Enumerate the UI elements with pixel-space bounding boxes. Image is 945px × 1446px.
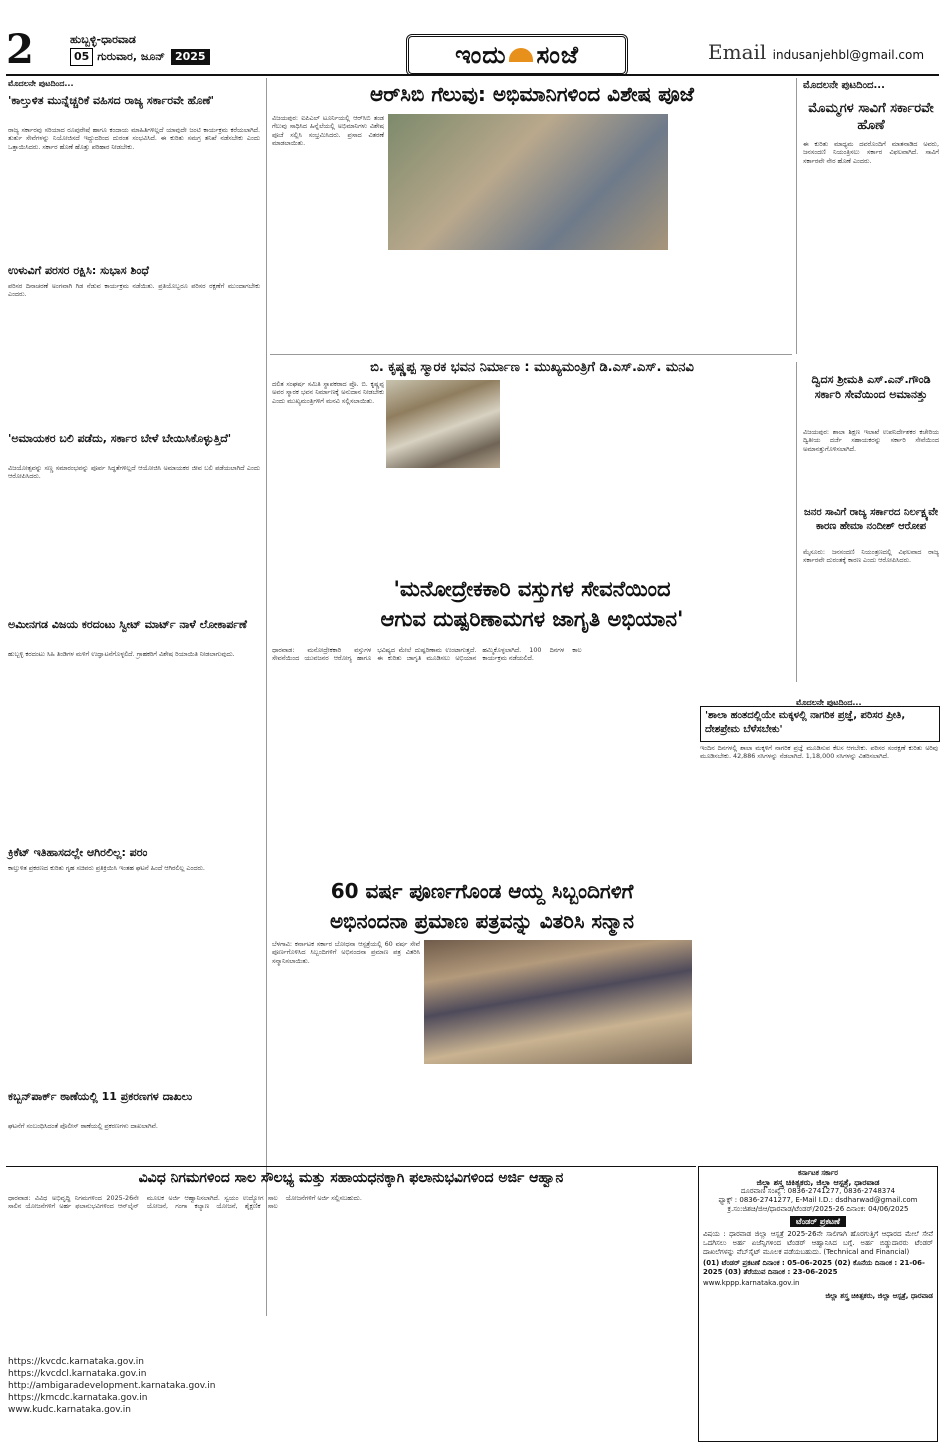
right-s1-body: ಈ ಕುರಿತು ಮಾಧ್ಯಮ ದವರೊಂದಿಗೆ ಮಾತನಾಡಿದ ಅವರು, ಜನಸಂದಣಿ ನಿಯಂತ್ರಿಸಲು ಸರ್ಕಾರ ವಿಫಲವಾಗಿದೆ. ಸಾವಿಗೆ ಸರ್ಕಾರವೇ ನೇರ ಹೊಣೆ ಎಂದರು. bbox=[803, 140, 939, 165]
left-s6-headline: ಕಬ್ಬನ್‌ಪಾರ್ಕ್ ಠಾಣೆಯಲ್ಲಿ 11 ಪ್ರಕರಣಗಳ ದಾಖಲು bbox=[8, 1090, 193, 1103]
left-s6-body: ಘಟನೆಗೆ ಸಂಬಂಧಿಸಿದಂತೆ ಪೊಲೀಸ್ ಠಾಣೆಯಲ್ಲಿ ಪ್ರಕರಣಗಳು ದಾಖಲಾಗಿವೆ. bbox=[8, 1122, 158, 1130]
right-top-column bbox=[796, 78, 943, 354]
ad-phone: ದೂರವಾಣಿ ಸಂಖ್ಯೆ : 0836-2741277, 0836-2748374 bbox=[740, 1187, 896, 1195]
left-s3-body: ವಿಜಯೋತ್ಸವನ್ನು ಸಣ್ಣ ಸಮಾರಂಭವನ್ನು ಪೂರ್ವ ಸಿದ್ಧತೆಗಳಿಲ್ಲದೆ ಆಯೋಜಿಸಿ ಅಮಾಯಕರ ಜೀವ ಬಲಿ ಪಡೆಯಲಾಗಿದೆ ಎಂದು ಆರೋಪಿಸಿದರು. bbox=[8, 464, 260, 481]
ad-ref: ಕ್ರ.ಸಂ:ಜಿಶಚಿ/ಜಿಆ/ಧಾರವಾಡ/ಟೆಂಡರ್/2025-26 ದಿನಾಂಕ: 04/06/2025 bbox=[727, 1205, 909, 1213]
retire-story-headline bbox=[272, 876, 692, 936]
continued-label-right: ಮೊದಲನೇ ಪುಟದಿಂದ... bbox=[803, 80, 885, 91]
left-column bbox=[6, 78, 267, 1316]
left-s3-headline: 'ಅಮಾಯಕರ ಬಲಿ ಪಡೆದು, ಸರ್ಕಾರ ಬೇಳೆ ಬೇಯಿಸಿಕೊಳ್ಳುತ್ತಿದೆ' bbox=[8, 432, 232, 445]
email-block bbox=[708, 40, 924, 64]
tender-ad bbox=[698, 1166, 938, 1442]
left-s1-headline: 'ಕಾಲ್ತುಳಿತ ಮುನ್ನೆಚ್ಚರಿಕೆ ವಹಿಸದ ರಾಜ್ಯ ಸರ್ಕಾರವೇ ಹೊಣೆ' bbox=[8, 94, 215, 107]
left-s5-headline: ಕ್ರಿಕೆಟ್ ಇತಿಹಾಸದಲ್ಲೇ ಆಗಿರಲಿಲ್ಲ: ಪರಂ bbox=[8, 846, 148, 859]
paper-logo bbox=[406, 34, 628, 76]
right-s2-body: ವಿಜಯಪುರ: ಶಾಲಾ ಶಿಕ್ಷಣ ಇಲಾಖೆ ಉಪನಿರ್ದೇಶಕರ ಕಚೇರಿಯ ದ್ವಿತೀಯ ದರ್ಜೆ ಸಹಾಯಕರನ್ನು ಸರ್ಕಾರಿ ಸೇವೆಯಿಂದ ಅಮಾನತ್ತುಗೊಳಿಸಲಾಗಿದೆ. bbox=[803, 428, 939, 453]
email-label: Email bbox=[708, 40, 767, 64]
ad-title: ಟೆಂಡರ್ ಪ್ರಕಟಣೆ bbox=[790, 1216, 846, 1227]
right-s4-headline: 'ಶಾಲಾ ಹಂತದಲ್ಲಿಯೇ ಮಕ್ಕಳಲ್ಲಿ ನಾಗರಿಕ ಪ್ರಜ್ಞೆ, ಪರಿಸರ ಪ್ರೀತಿ, ದೇಶಪ್ರೇಮ ಬೆಳೆಸಬೇಕು' bbox=[705, 710, 906, 735]
retire-ceremony-photo bbox=[424, 940, 692, 1064]
right-s4-headline-box bbox=[700, 706, 940, 742]
left-s5-body: ಕಾಲ್ತುಳಿತ ಪ್ರಕರಣದ ಕುರಿತು ಗೃಹ ಸಚಿವರು ಪ್ರತಿಕ್ರಿಯಿಸಿ ಇಂತಹ ಘಟನೆ ಹಿಂದೆ ಆಗಿರಲಿಲ್ಲ ಎಂದರು. bbox=[8, 864, 205, 872]
left-s4-body: ಹುಬ್ಬಳ್ಳಿ ಕರದಂಟು ಸಿಹಿ ತಿಂಡಿಗಳ ಮಳಿಗೆ ಉದ್ಘಾಟನೆಗೊಳ್ಳಲಿದೆ. ಗ್ರಾಹಕರಿಗೆ ವಿಶೇಷ ರಿಯಾಯಿತಿ ನೀಡಲಾಗುವುದು. bbox=[8, 650, 235, 658]
right-s3-body: ಮೈಸೂರು: ಜನಸಂದಣಿ ನಿಯಂತ್ರಣದಲ್ಲಿ ವಿಫಲವಾದ ರಾಜ್ಯ ಸರ್ಕಾರವೇ ದುರಂತಕ್ಕೆ ಕಾರಣ ಎಂದು ಆರೋಪಿಸಿದರು. bbox=[803, 548, 939, 565]
right-s3-headline: ಜನರ ಸಾವಿಗೆ ರಾಜ್ಯ ಸರ್ಕಾರದ ನಿರ್ಲಕ್ಷ್ಯವೇ ಕಾರಣ ಹೇಮಾ ನಂದೀಶ್ ಆರೋಪ bbox=[804, 507, 938, 532]
top-story-body: ವಿಜಯಪುರ: ಐಪಿಎಲ್ ಟೂರ್ನಿಯಲ್ಲಿ ಆರ್‌ಸಿಬಿ ತಂಡ ಗೆಲುವು ಸಾಧಿಸಿದ ಹಿನ್ನೆಲೆಯಲ್ಲಿ ಅಭಿಮಾನಿಗಳು ವಿಶೇಷ ಪೂಜೆ ಸಲ್ಲಿಸಿ ಸಂಭ್ರಮಿಸಿದರು. ಪ್ರಸಾದ ವಿತರಣೆ ಮಾಡಲಾಯಿತು. bbox=[272, 114, 384, 148]
date-day: 05 bbox=[70, 48, 93, 66]
edition-name: ಹುಬ್ಬಳ್ಳಿ-ಧಾರವಾಡ bbox=[70, 33, 136, 46]
page-number: 2 bbox=[6, 26, 34, 73]
continued-label-right-2: ಮೊದಲನೇ ಪುಟದಿಂದ... bbox=[796, 698, 862, 707]
left-s1-body: ರಾಜ್ಯ ಸರ್ಕಾರವು ಸರಿಯಾದ ರೂಪುರೇಷೆ ಹಾಗೂ ಕಂದಾಯ ಮಾಹಿತಿಗಳಿಲ್ಲದೆ ಯಾವುದೇ ಜಂಟಿ ಕಾರ್ಯಕ್ರಮ ಕರೆಯಲಾಗಿದೆ. ತುರ್ತು ಸೇವೆಗಳನ್ನು ನಿಯೋಜಿಸದೆ ಇದ್ದುದರಿಂದ ದುರಂತ ಸಂಭವಿಸಿದೆ. ಈ ಕುರಿತು ಸಮಗ್ರ ತನಿಖೆ ನಡೆಸಬೇಕು ಎಂದು ಒತ್ತಾಯಿಸಿದರು. ಸರ್ಕಾರ ಹೊಣೆ ಹೊತ್ತು ಪರಿಹಾರ ನೀಡಬೇಕು. bbox=[8, 126, 260, 151]
logo-right: ಸಂಜೆ bbox=[536, 41, 579, 69]
right-s4-body: ಇಂದಿನ ದಿನಗಳಲ್ಲಿ ಶಾಲಾ ಮಕ್ಕಳಿಗೆ ನಾಗರಿಕ ಪ್ರಜ್ಞೆ ಮೂಡಿಸುವ ಕೆಲಸ ಆಗಬೇಕು. ಪರಿಸರ ಸಂರಕ್ಷಣೆ ಕುರಿತು ಅರಿವು ಮೂಡಿಸಬೇಕು. 42,886 ಸಸಿಗಳನ್ನು ನೆಡಲಾಗಿದೆ. 1,18,000 ಸಸಿಗಳನ್ನು ವಿತರಿಸಲಾಗಿದೆ. bbox=[700, 744, 938, 761]
right-s2-headline: ದ್ವಿದಸ ಶ್ರೀಮತಿ ಎಸ್.ಎನ್.ಗೌಂಡಿ ಸರ್ಕಾರಿ ಸೇವೆಯಿಂದ ಅಮಾನತ್ತು bbox=[811, 373, 931, 401]
ad-signature: ಜಿಲ್ಲಾ ಶಸ್ತ್ರ ಚಿಕಿತ್ಸಕರು, ಜಿಲ್ಲಾ ಆಸ್ಪತ್ರೆ, ಧಾರವಾಡ bbox=[825, 1292, 933, 1300]
mid-story-headline: ಬಿ. ಕೃಷ್ಣಪ್ಪ ಸ್ಮಾರಕ ಭವನ ನಿರ್ಮಾಣ : ಮುಖ್ಯಮಂತ್ರಿಗೆ ಡಿ.ಎಸ್.ಎಸ್. ಮನವಿ bbox=[370, 360, 694, 375]
left-s2-body: ಪರಿಸರ ದಿನಾಚರಣೆ ಅಂಗವಾಗಿ ಗಿಡ ನೆಡುವ ಕಾರ್ಯಕ್ರಮ ನಡೆಯಿತು. ಪ್ರತಿಯೊಬ್ಬರೂ ಪರಿಸರ ರಕ್ಷಣೆಗೆ ಮುಂದಾಗಬೇಕು ಎಂದರು. bbox=[8, 282, 260, 299]
rcb-pooja-photo bbox=[388, 114, 668, 250]
retire-story-body: ಬೆಳಗಾವಿ: ಕರ್ನಾಟಕ ಸರ್ಕಾರ ಬೋಧನಾ ಆಸ್ಪತ್ರೆಯಲ್ಲಿ 60 ವರ್ಷ ಸೇವೆ ಪೂರ್ಣಗೊಳಿಸಿದ ಸಿಬ್ಬಂದಿಗಳಿಗೆ ಅಭಿನಂದನಾ ಪ್ರಮಾಣ ಪತ್ರ ವಿತರಿಸಿ ಸನ್ಮಾನಿಸಲಾಯಿತು. bbox=[272, 940, 420, 965]
right-mid-column bbox=[796, 362, 943, 682]
year: 2025 bbox=[171, 49, 210, 65]
ad-gov-label: ಕರ್ನಾಟಕ ಸರ್ಕಾರ bbox=[798, 1169, 838, 1177]
loan-url-2[interactable]: https://kvcdcl.karnataka.gov.in bbox=[8, 1369, 147, 1379]
ad-fax-email: ಫ್ಯಾಕ್ಸ್ : 0836-2741277, E-Mail I.D.: dsdharwad@gmail.com bbox=[718, 1196, 918, 1204]
ad-dates: (01) ಟೆಂಡರ್ ಪ್ರಕಟಣೆ ದಿನಾಂಕ : 05-06-2025 (02) ಕೊನೆಯ ದಿನಾಂಕ : 21-06-2025 (03) ತೆರೆಯುವ ದಿನಾಂಕ : 23-06-2025 bbox=[703, 1259, 925, 1276]
loan-url-4[interactable]: https://kmcdc.karnataka.gov.in bbox=[8, 1393, 148, 1403]
drug-headline-line2: ಆಗುವ ದುಷ್ಪರಿಣಾಮಗಳ ಜಾಗೃತಿ ಅಭಿಯಾನ' bbox=[380, 607, 684, 631]
weekday-month: ಗುರುವಾರ, ಜೂನ್ bbox=[97, 50, 165, 63]
divider bbox=[270, 354, 792, 355]
loan-story-body: ಧಾರವಾಡ: ವಿವಿಧ ಅಭಿವೃದ್ಧಿ ನಿಗಮಗಳಿಂದ 2025-26ನೇ ಸಾಲಿನ ಯೋಜನೆಗಳಿಗೆ ಅರ್ಹ ಫಲಾನುಭವಿಗಳಿಂದ ಆನ್‌ಲೈನ್ ಮೂಲಕ ಅರ್ಜಿ ಆಹ್ವಾನಿಸಲಾಗಿದೆ. ಸ್ವಯಂ ಉದ್ಯೋಗ ಸಾಲ ಯೋಜನೆ, ಗಂಗಾ ಕಲ್ಯಾಣ ಯೋಜನೆ, ಶೈಕ್ಷಣಿಕ ಸಾಲ ಯೋಜನೆಗಳಿಗೆ ಅರ್ಜಿ ಸಲ್ಲಿಸಬಹುದು. bbox=[8, 1194, 362, 1211]
drug-story-headline bbox=[272, 574, 792, 634]
ad-office: ಜಿಲ್ಲಾ ಶಸ್ತ್ರ ಚಿಕಿತ್ಸಕರು, ಜಿಲ್ಲಾ ಆಸ್ಪತ್ರೆ, ಧಾರವಾಡ bbox=[756, 1178, 880, 1187]
sun-icon bbox=[509, 48, 533, 62]
right-s1-headline: ಮೊಮ್ಮಗಳ ಸಾವಿಗೆ ಸರ್ಕಾರವೇ ಹೊಣೆ bbox=[808, 101, 934, 133]
retire-headline-line2: ಅಭಿನಂದನಾ ಪ್ರಮಾಣ ಪತ್ರವನ್ನು ವಿತರಿಸಿ ಸನ್ಮಾನ bbox=[329, 909, 635, 933]
continued-label-left: ಮೊದಲನೇ ಪುಟದಿಂದ... bbox=[8, 79, 74, 88]
logo-left: ಇಂದು bbox=[455, 41, 507, 69]
drug-story-body: ಧಾರವಾಡ: ಮನೋದ್ರೇಕಕಾರಿ ವಸ್ತುಗಳ ಸೇವನೆಯಿಂದ ಯುವಜನರ ಆರೋಗ್ಯ ಹಾಗೂ ಭವಿಷ್ಯದ ಮೇಲೆ ದುಷ್ಪರಿಣಾಮ ಉಂಟಾಗುತ್ತದೆ. ಈ ಕುರಿತು ಜಾಗೃತಿ ಮೂಡಿಸಲು ಅಭಿಯಾನ ಹಮ್ಮಿಕೊಳ್ಳಲಾಗಿದೆ. 100 ದಿನಗಳ ಕಾಲ ಕಾರ್ಯಕ್ರಮ ನಡೆಯಲಿದೆ. bbox=[272, 646, 582, 663]
ad-body: ವಿಷಯ : ಧಾರವಾಡ ಜಿಲ್ಲಾ ಆಸ್ಪತ್ರೆ 2025-26ನೇ ಸಾಲಿಗಾಗಿ ಹೊರಗುತ್ತಿಗೆ ಆಧಾರದ ಮೇಲೆ ಸೇವೆ ಒದಗಿಸಲು ಅರ್ಹ ಏಜೆನ್ಸಿಗಳಿಂದ ಟೆಂಡರ್ ಆಹ್ವಾನಿಸಿದ ಬಗ್ಗೆ. ಅರ್ಹ ಬಿಡ್ಡುದಾರರು ಟೆಂಡರ್ ದಾಖಲೆಗಳನ್ನು ವೆಬ್‌ಸೈಟ್ ಮೂಲಕ ಪಡೆಯಬಹುದು. (Technical and Financial) bbox=[703, 1230, 933, 1256]
loan-url-3[interactable]: http://ambigaradevelopment.karnataka.gov.in bbox=[8, 1381, 216, 1391]
ad-site[interactable]: www.kppp.karnataka.gov.in bbox=[703, 1279, 800, 1287]
retire-story-body-2 bbox=[424, 1068, 692, 1160]
loan-story-headline: ವಿವಿಧ ನಿಗಮಗಳಿಂದ ಸಾಲ ಸೌಲಭ್ಯ ಮತ್ತು ಸಹಾಯಧನಕ್ಕಾಗಿ ಫಲಾನುಭವಿಗಳಿಂದ ಅರ್ಜಿ ಆಹ್ವಾನ bbox=[138, 1170, 564, 1186]
left-s2-headline: ಉಳುವಿಗೆ ಪರಸರ ರಕ್ಷಿಸಿ: ಸುಭಾಸ ಶಿಂಧೆ bbox=[8, 264, 149, 277]
memorial-photo bbox=[386, 380, 500, 468]
loan-rule bbox=[6, 1166, 696, 1167]
left-s4-headline: ಅಮೀನಗಡ ವಿಜಯ ಕರದಂಟು ಸ್ವೀಟ್ ಮಾರ್ಟ್ ನಾಳೆ ಲೋಕಾರ್ಪಣೆ bbox=[8, 618, 247, 631]
top-story-headline: ಆರ್‌ಸಿಬಿ ಗೆಲುವು: ಅಭಿಮಾನಿಗಳಿಂದ ವಿಶೇಷ ಪೂಜೆ bbox=[370, 82, 694, 106]
loan-url-5[interactable]: www.kudc.karnataka.gov.in bbox=[8, 1405, 131, 1415]
masthead-rule bbox=[6, 74, 939, 76]
mid-story-body-2 bbox=[386, 472, 500, 556]
mid-story-body: ದಲಿತ ಸಂಘರ್ಷ ಸಮಿತಿ ಸ್ಥಾಪಕರಾದ ಪ್ರೊ. ಬಿ. ಕೃಷ್ಣಪ್ಪ ಅವರ ಸ್ಮಾರಕ ಭವನ ನಿರ್ಮಾಣಕ್ಕೆ ಅನುದಾನ ನೀಡಬೇಕು ಎಂದು ಮುಖ್ಯಮಂತ್ರಿಗಳಿಗೆ ಮನವಿ ಸಲ್ಲಿಸಲಾಯಿತು. bbox=[272, 380, 384, 405]
retire-headline-line1: 60 ವರ್ಷ ಪೂರ್ಣಗೊಂಡ ಆಯ್ದ ಸಿಬ್ಬಂದಿಗಳಿಗೆ bbox=[330, 879, 634, 903]
top-story-body-lower bbox=[388, 256, 668, 350]
mid-story-body-3 bbox=[504, 380, 792, 556]
email-address[interactable]: indusanjehbl@gmail.com bbox=[772, 48, 925, 62]
loan-url-1[interactable]: https://kvcdc.karnataka.gov.in bbox=[8, 1357, 144, 1367]
loan-urls bbox=[8, 1356, 694, 1442]
edition-info bbox=[70, 32, 210, 66]
drug-headline-line1: 'ಮನೋದ್ರೇಕಕಾರಿ ವಸ್ತುಗಳ ಸೇವನೆಯಿಂದ bbox=[393, 577, 671, 601]
top-story-body-right bbox=[672, 114, 790, 350]
